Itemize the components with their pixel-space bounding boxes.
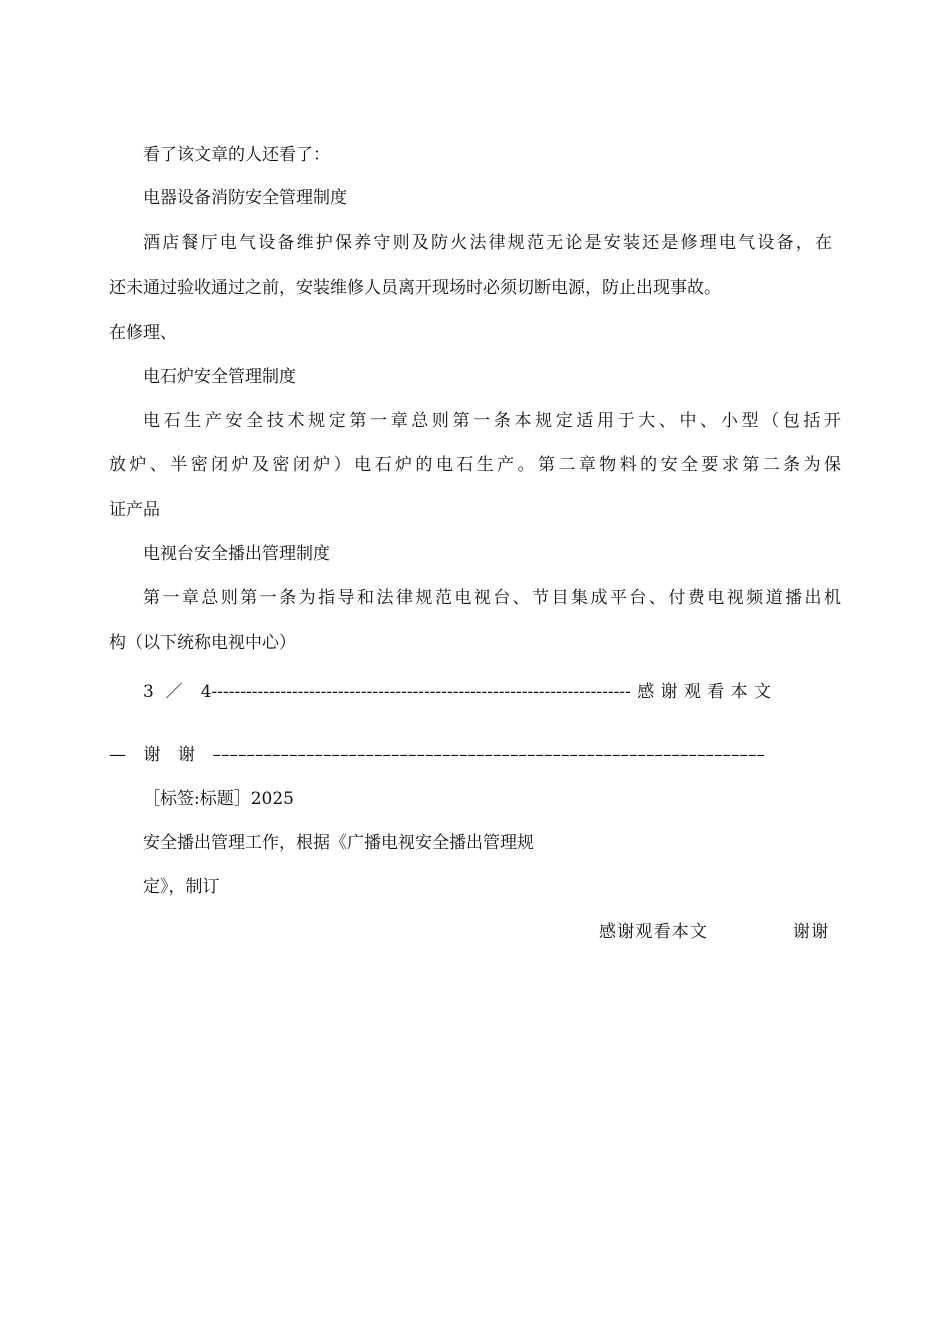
footer-thanks-text: 感谢观看本文 [599, 922, 709, 942]
related-item-3-desc-line-2: 构（以下统称电视中心） [109, 633, 296, 653]
body-line-1: 安全播出管理工作，根据《广播电视安全播出管理规 [143, 833, 534, 853]
related-item-1-desc-line-3: 在修理、 [109, 323, 177, 343]
related-item-1-desc-line-1: 酒店餐厅电气设备维护保养守则及防火法律规范无论是安装还是修理电气设备，在 [143, 233, 832, 253]
related-heading: 看了该文章的人还看了： [143, 145, 330, 165]
tag-line: ［标签:标题］2025 [143, 789, 294, 809]
related-item-2-desc-line-3: 证产品 [109, 500, 160, 520]
related-item-2-title: 电石炉安全管理制度 [143, 367, 296, 387]
related-item-2-desc-line-1: 电石生产安全技术规定第一章总则第一条本规定适用于大、中、小型（包括开 [143, 411, 841, 431]
related-item-2-desc-line-2: 放炉、半密闭炉及密闭炉）电石炉的电石生产。第二章物料的安全要求第二条为保 [109, 455, 841, 475]
body-line-2: 定》，制订 [143, 877, 220, 897]
page-indicator: 3 ／ 4-------------------------------------------------------------------------感谢观看本文 [143, 682, 771, 702]
footer-xiexie-text: 谢谢 [793, 922, 830, 942]
related-item-3-title: 电视台安全播出管理制度 [143, 544, 330, 564]
related-item-1-title: 电器设备消防安全管理制度 [143, 188, 347, 208]
related-item-1-desc-line-2: 还未通过验收通过之前，安装维修人员离开现场时必须切断电源，防止出现事故。 [109, 278, 721, 298]
related-item-3-desc-line-1: 第一章总则第一条为指导和法律规范电视台、节目集成平台、付费电视频道播出机 [143, 588, 841, 608]
thanks-divider: —谢谢––––––––––––––––––––––––––––––––––––––––––––––––––––––––––––––––– [109, 745, 765, 765]
